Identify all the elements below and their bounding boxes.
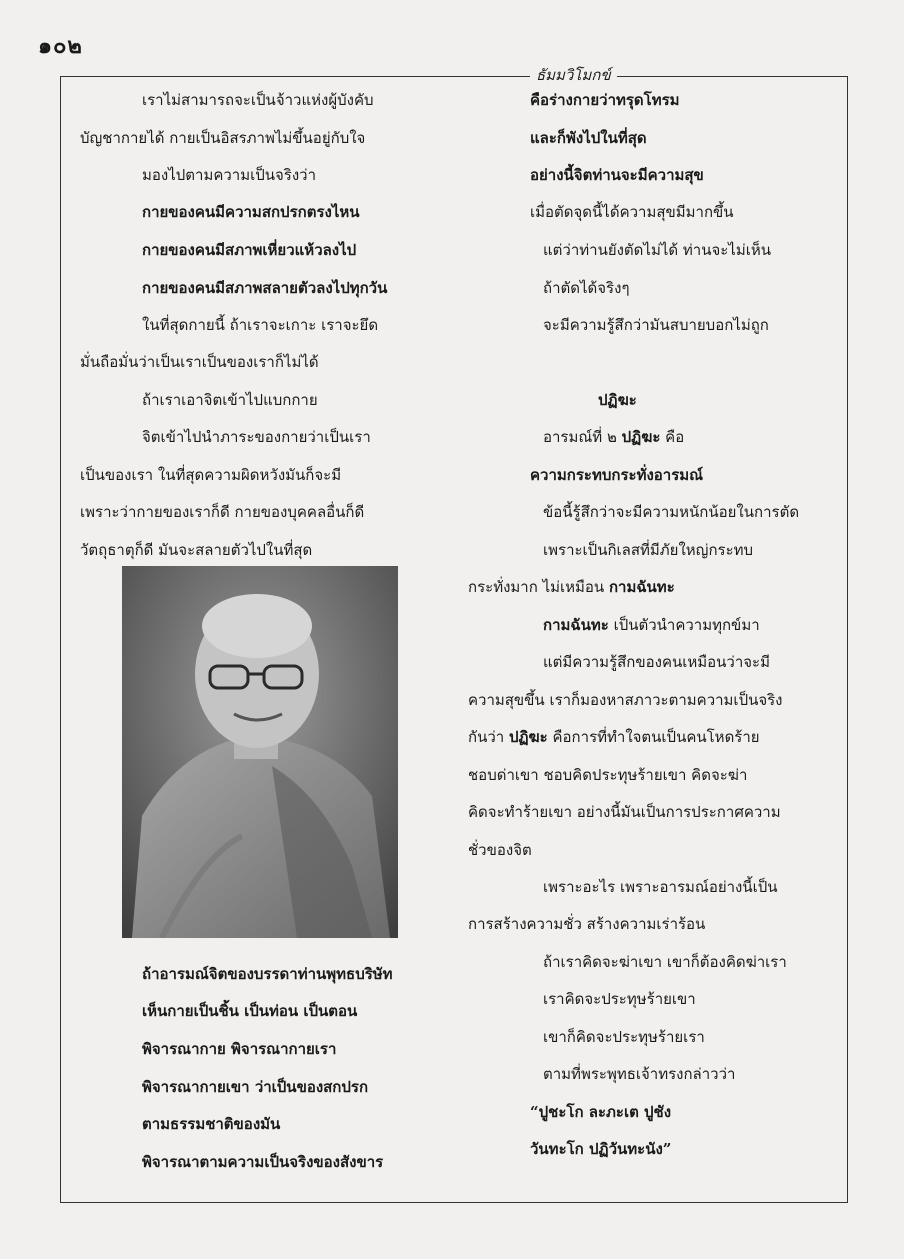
text-line: ข้อนี้รู้สึกว่าจะมีความหนักน้อยในการตัด	[543, 503, 800, 521]
text-line: พิจารณากาย พิจารณากายเรา	[142, 1040, 337, 1058]
term-patigha: ปฏิฆะ	[621, 428, 661, 446]
text-line: กายของคนมีความสกปรกตรงไหน	[142, 203, 360, 221]
text-line: เพราะเป็นกิเลสที่มีภัยใหญ่กระทบ	[543, 541, 754, 559]
text-line: แต่มีความรู้สึกของคนเหมือนว่าจะมี	[543, 653, 770, 671]
running-header: ธัมมวิโมกข์	[530, 63, 617, 87]
text-run: อารมณ์ที่ ๒	[543, 428, 622, 446]
text-line: เพราะว่ากายของเราก็ดี กายของบุคคลอื่นก็ดี	[80, 503, 365, 521]
text-line: ความสุขขึ้น เราก็มองหาสภาวะตามความเป็นจริง	[468, 691, 783, 709]
text-line: เราไม่สามารถจะเป็นจ้าวแห่งผู้บังคับ	[142, 91, 374, 109]
text-line: เขาก็คิดจะประทุษร้ายเรา	[543, 1028, 705, 1046]
text-line: ในที่สุดกายนี้ ถ้าเราจะเกาะ เราจะยึด	[142, 316, 379, 334]
text-line: ถ้าเราเอาจิตเข้าไปแบกกาย	[142, 391, 318, 409]
text-run: เป็นตัวนำความทุกข์มา	[608, 616, 760, 634]
text-line: จิตเข้าไปนำภาระของกายว่าเป็นเรา	[142, 428, 371, 446]
text-line: เป็นของเรา ในที่สุดความผิดหวังมันก็จะมี	[80, 466, 342, 484]
monk-portrait-image	[122, 566, 398, 938]
term-patigha: ปฏิฆะ	[508, 728, 548, 746]
text-run: คือการที่ทำใจตนเป็นคนโหดร้าย	[547, 728, 760, 746]
term-kamachanda: กามฉันทะ	[543, 616, 609, 634]
monk-portrait-photo	[122, 566, 398, 938]
text-line: ตามที่พระพุทธเจ้าทรงกล่าวว่า	[543, 1065, 736, 1083]
text-line	[468, 725, 760, 749]
text-line: แต่ว่าท่านยังตัดไม่ได้ ท่านจะไม่เห็น	[543, 241, 772, 259]
text-line: ตามธรรมชาติของมัน	[142, 1115, 281, 1133]
text-line: บัญชากายได้ กายเป็นอิสรภาพไม่ขึ้นอยู่กับใจ	[80, 129, 366, 147]
text-line: ชอบด่าเขา ชอบคิดประทุษร้ายเขา คิดจะฆ่า	[468, 766, 748, 784]
page-number: ๑๐๒	[38, 33, 83, 59]
text-line: มองไปตามความเป็นจริงว่า	[142, 166, 317, 184]
text-line	[543, 425, 684, 449]
text-line: ชั่วของจิต	[468, 841, 532, 859]
text-line: อย่างนี้จิตท่านจะมีความสุข	[530, 166, 704, 184]
text-line: คือร่างกายว่าทรุดโทรม	[530, 91, 680, 109]
text-line	[543, 613, 760, 637]
text-run: กระทั่งมาก ไม่เหมือน	[468, 578, 609, 596]
text-line: เพราะอะไร เพราะอารมณ์อย่างนี้เป็น	[543, 878, 778, 896]
text-line: ถ้าเราคิดจะฆ่าเขา เขาก็ต้องคิดฆ่าเรา	[543, 953, 787, 971]
text-line: ความกระทบกระทั่งอารมณ์	[530, 466, 704, 484]
text-run: กันว่า	[468, 728, 509, 746]
text-line: พิจารณาตามความเป็นจริงของสังขาร	[142, 1153, 384, 1171]
text-line: จะมีความรู้สึกว่ามันสบายบอกไม่ถูก	[543, 316, 769, 334]
quote-line: “ปูชะโก ละภะเต ปูชัง	[530, 1103, 672, 1121]
text-line	[468, 575, 675, 599]
text-line: มั่นถือมั่นว่าเป็นเราเป็นของเราก็ไม่ได้	[80, 353, 319, 371]
text-line: ถ้าอารมณ์จิตของบรรดาท่านพุทธบริษัท	[142, 965, 393, 983]
text-line: กายของคนมีสภาพเหี่ยวแห้วลงไป	[142, 241, 357, 259]
text-line: วัตถุธาตุก็ดี มันจะสลายตัวไปในที่สุด	[80, 541, 313, 559]
quote-line: วันทะโก ปฏิวันทะนัง”	[530, 1140, 672, 1158]
text-line: และก็พังไปในที่สุด	[530, 129, 647, 147]
text-line: ถ้าตัดได้จริงๆ	[543, 279, 630, 297]
text-line: เราคิดจะประทุษร้ายเขา	[543, 990, 696, 1008]
text-line: กายของคนมีสภาพสลายตัวลงไปทุกวัน	[142, 279, 388, 297]
section-heading: ปฏิฆะ	[598, 391, 637, 409]
term-kamachanda: กามฉันทะ	[608, 578, 675, 596]
text-line: การสร้างความชั่ว สร้างความเร่าร้อน	[468, 915, 706, 933]
text-line: คิดจะทำร้ายเขา อย่างนี้มันเป็นการประกาศความ	[468, 803, 781, 821]
text-run: คือ	[660, 428, 685, 446]
text-line: เห็นกายเป็นชิ้น เป็นท่อน เป็นตอน	[142, 1002, 358, 1020]
text-line: พิจารณากายเขา ว่าเป็นของสกปรก	[142, 1078, 369, 1096]
text-line: เมื่อตัดจุดนี้ได้ความสุขมีมากขึ้น	[530, 203, 734, 221]
